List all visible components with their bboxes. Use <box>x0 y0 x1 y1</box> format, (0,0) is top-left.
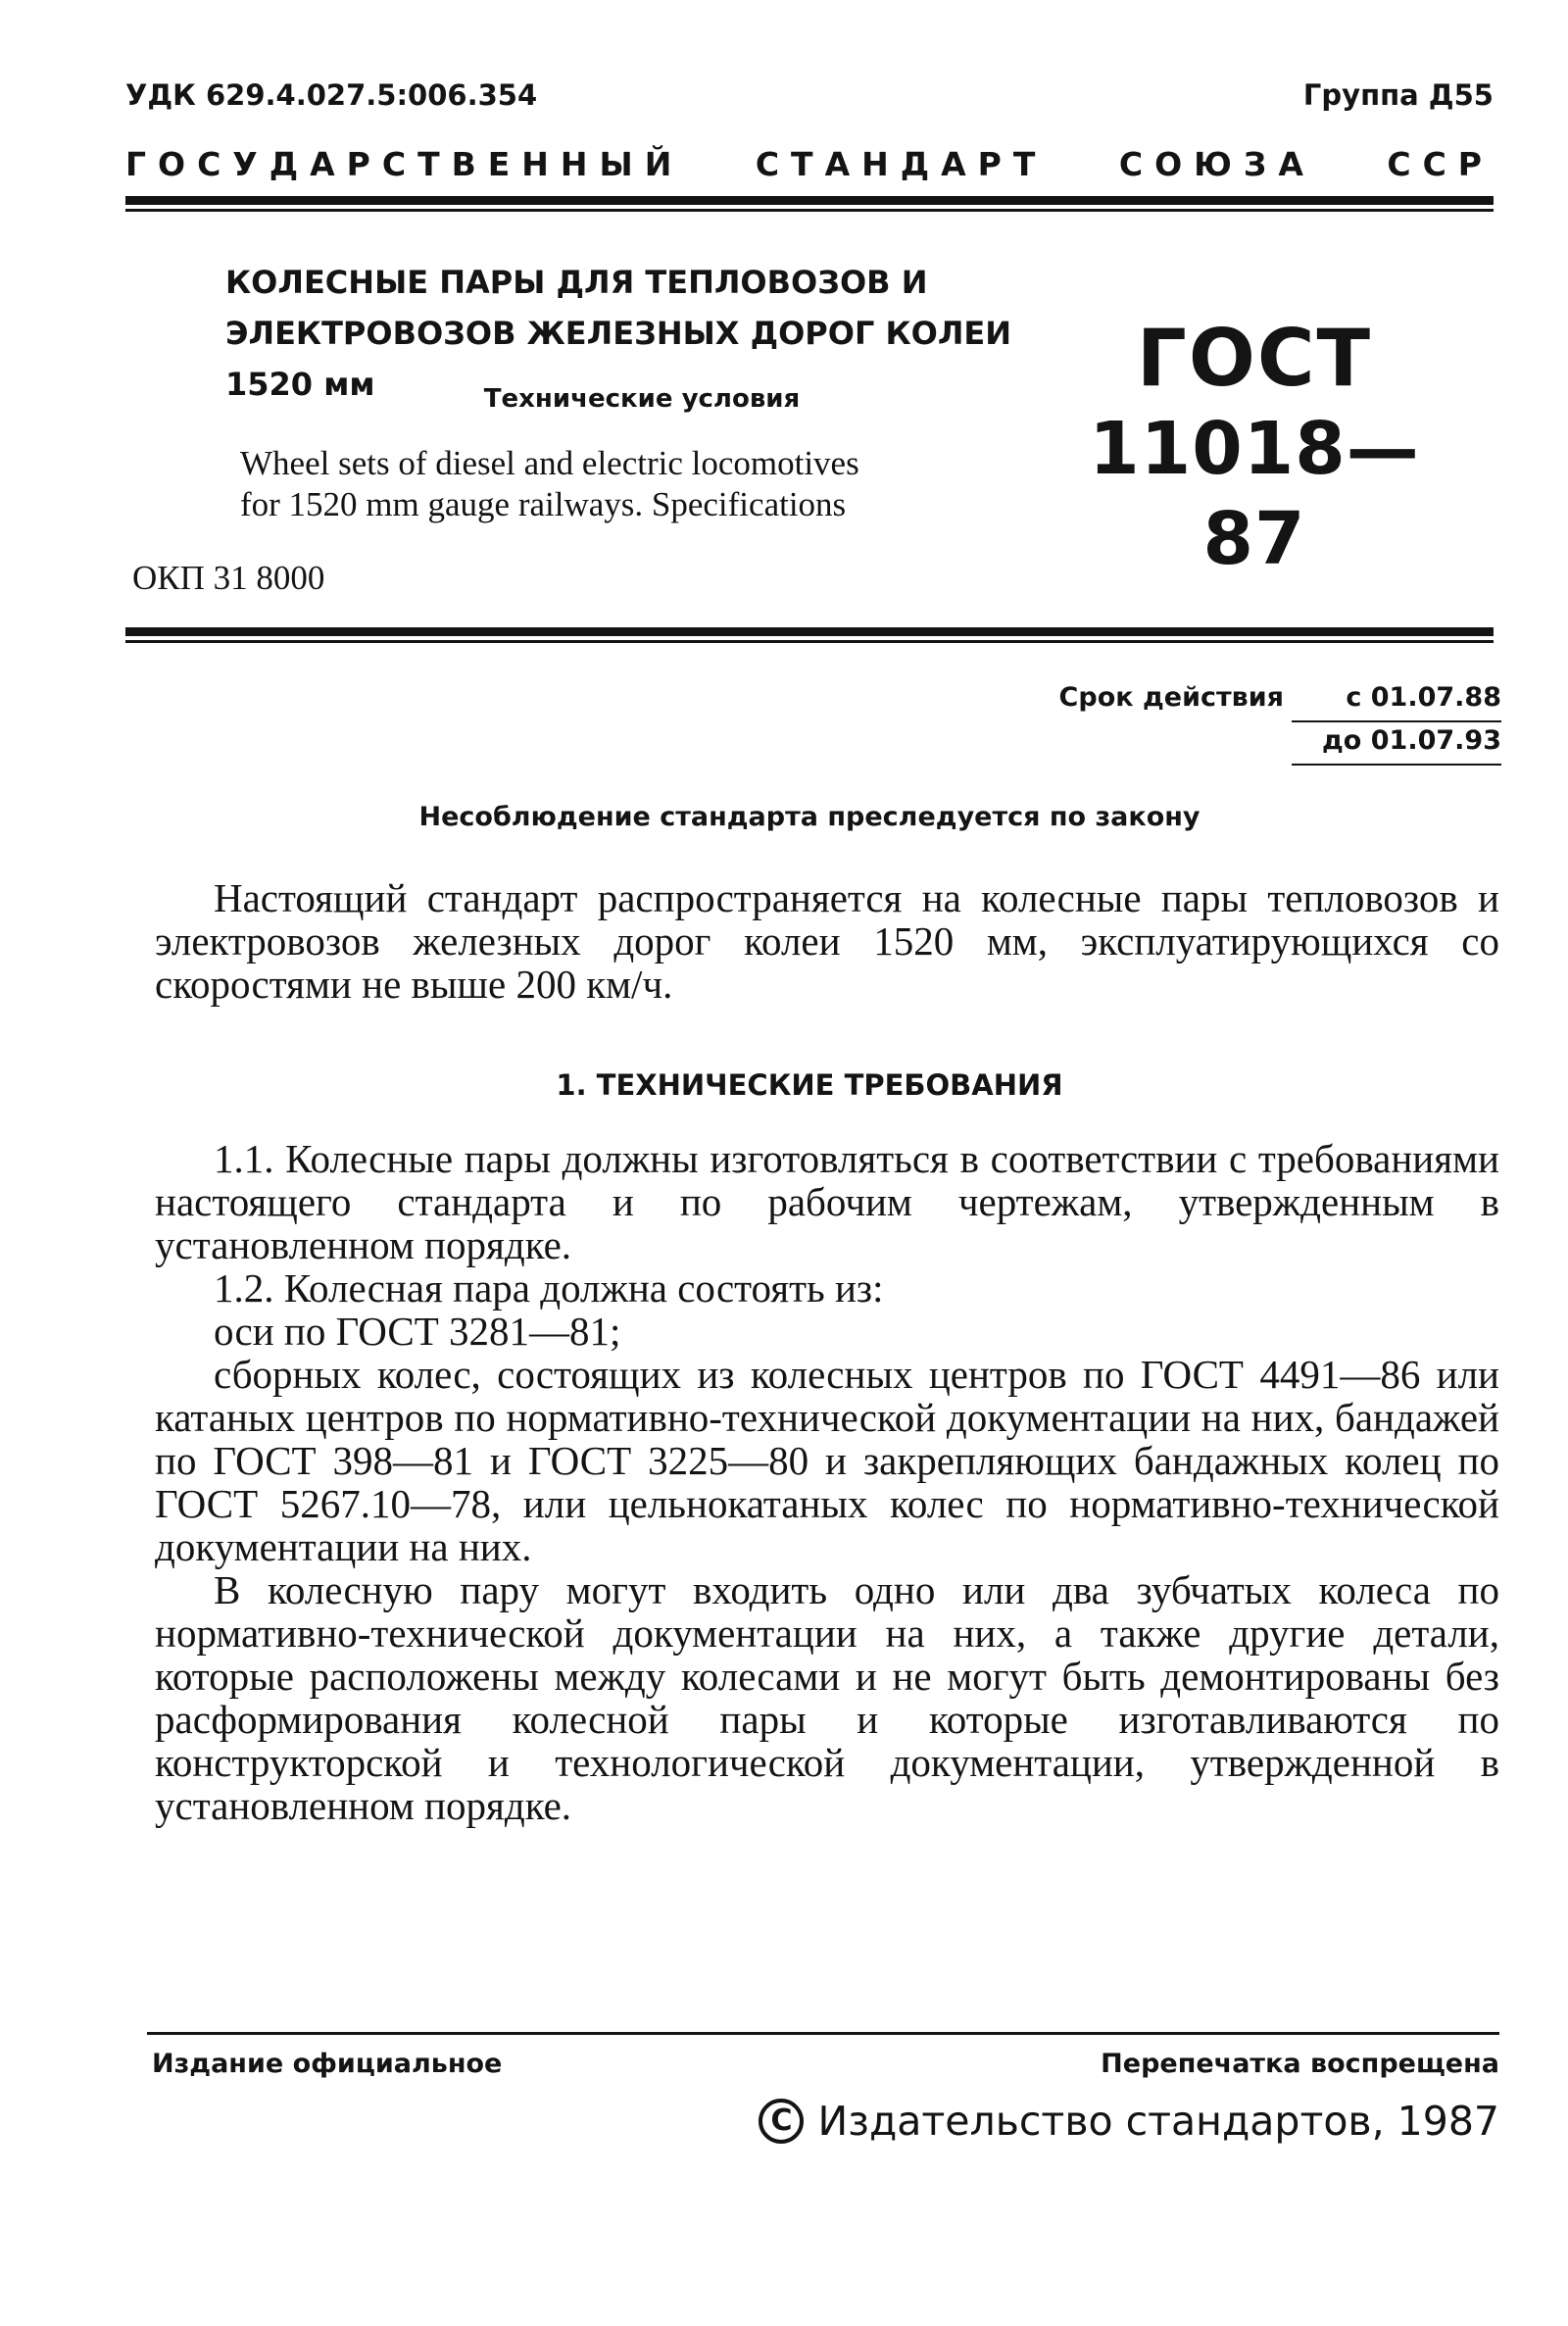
state-standard-heading: ГОСУДАРСТВЕННЫЙ СТАНДАРТ СОЮЗА ССР <box>125 145 1494 183</box>
header-divider-thick <box>125 196 1494 205</box>
gost-number: 11018—87 <box>1089 407 1420 581</box>
title-line-2: ЭЛЕКТРОВОЗОВ ЖЕЛЕЗНЫХ ДОРОГ КОЛЕИ 1520 мм <box>225 315 1012 403</box>
gost-designation <box>1058 314 1450 584</box>
english-title-line-2: for 1520 mm gauge railways. Specifications <box>240 485 847 523</box>
publisher-line <box>759 2098 1499 2145</box>
group-code: Группа Д55 <box>1302 78 1494 112</box>
okp-code: ОКП 31 8000 <box>132 559 325 597</box>
validity-underline-1 <box>1292 720 1501 722</box>
clause-1-1: 1.1. Колесные пары должны изготовляться в соответствии с требованиями настоящего стандарта и по рабочим чертежам, утвержденным в установленном порядке. <box>155 1136 1499 1267</box>
clause-1-2-wheels: сборных колес, состоящих из колесных центров по ГОСТ 4491—86 или катаных центров по нормативно-технической документации на них, бандажей по ГОСТ 398—81 и ГОСТ 3225—80 и закрепляющих бандажных колец по ГОСТ 5267.10—78, или цельнокатаных колес по нормативно-технической документации на них. <box>155 1352 1499 1569</box>
law-notice: Несоблюдение стандарта преследуется по закону <box>418 802 1200 832</box>
intro-text: Настоящий стандарт распространяется на колесные пары тепловозов и электровозов железных дорог колеи 1520 мм, эксплуатирующихся со скоростями не выше 200 км/ч. <box>155 875 1499 1007</box>
reprint-prohibited: Перепечатка воспрещена <box>1101 2049 1499 2079</box>
english-title <box>240 443 1024 525</box>
udk-code: УДК 629.4.027.5:006.354 <box>125 78 538 112</box>
section-1-title: 1. ТЕХНИЧЕСКИЕ ТРЕБОВАНИЯ <box>556 1068 1063 1102</box>
title-divider-thin <box>125 640 1494 643</box>
section-1-body <box>155 1137 1499 1827</box>
intro-paragraph <box>155 876 1499 1006</box>
gost-word: ГОСТ <box>1136 313 1373 404</box>
validity-from: с 01.07.88 <box>1346 682 1501 713</box>
clause-1-2-axle: оси по ГОСТ 3281—81; <box>214 1309 621 1354</box>
footer-divider <box>147 2032 1499 2035</box>
validity-underline-2 <box>1292 764 1501 766</box>
publisher-name: Издательство стандартов, 1987 <box>817 2098 1499 2145</box>
english-title-line-1: Wheel sets of diesel and electric locomotives <box>240 444 859 482</box>
copyright-icon: C <box>759 2099 804 2144</box>
title-line-1: КОЛЕСНЫЕ ПАРЫ ДЛЯ ТЕПЛОВОЗОВ И <box>225 264 928 301</box>
validity-to: до 01.07.93 <box>1322 725 1501 756</box>
clause-1-2: 1.2. Колесная пара должна состоять из: <box>214 1265 884 1311</box>
header-divider-thin <box>125 209 1494 212</box>
clause-1-2-gears: В колесную пару могут входить одно или два зубчатых колеса по нормативно-технической документации на них, а также другие детали, которые расположены между колесами и не могут быть демонтированы без расформирования колесной пары и которые изготавливаются по конструкторской и технологической документации, утвержденной в установленном порядке. <box>155 1567 1499 1828</box>
official-edition: Издание официальное <box>152 2049 503 2079</box>
validity-label: Срок действия <box>1058 682 1284 713</box>
document-subtitle: Технические условия <box>483 384 801 414</box>
title-divider-thick <box>125 627 1494 636</box>
